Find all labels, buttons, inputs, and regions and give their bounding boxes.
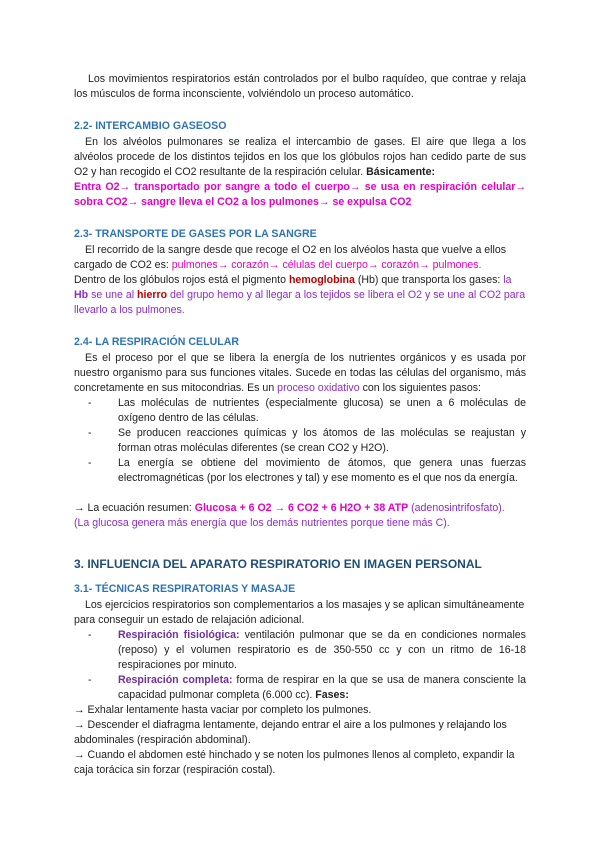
equation-note: (adenosintrifosfato). bbox=[411, 502, 505, 514]
spacer bbox=[74, 486, 526, 501]
hemoglobin-term: hemoglobina bbox=[288, 274, 355, 286]
section-3-heading: 3. INFLUENCIA DEL APARATO RESPIRATORIO EN IMAGEN PERSONAL bbox=[74, 557, 482, 571]
section-3-1-heading: 3.1- TÉCNICAS RESPIRATORIAS Y MASAJE bbox=[74, 583, 296, 595]
iron-text-a: se une al bbox=[91, 289, 135, 301]
section-2-4-paragraph bbox=[74, 351, 526, 396]
list-item bbox=[88, 673, 526, 703]
dash-marker: - bbox=[88, 427, 92, 439]
section-2-4-text-b: con los siguientes pasos: bbox=[362, 382, 481, 394]
section-2-2-heading: 2.2- INTERCAMBIO GASEOSO bbox=[74, 120, 227, 132]
section-2-3-text: El recorrido de la sangre desde que recoge el O2 en los alvéolos hasta que vuelve a ellos cargado de CO2 es: bbox=[74, 244, 507, 271]
physiological-label: Respiración fisiológica: bbox=[118, 629, 240, 641]
equation-prefix: → La ecuación resumen: bbox=[74, 502, 192, 514]
la-word: la bbox=[503, 274, 512, 286]
physiological-text: ventilación pulmonar que se da en condiciones normales (reposo) y el volumen respiratorio es de 350-550 cc y con un ritmo de 16-18 respiraciones por minuto. bbox=[118, 629, 526, 671]
dash-marker: - bbox=[88, 674, 92, 686]
step-text: Se producen reacciones químicas y los átomos de las moléculas se reajustan y forman otras moléculas diferentes (se crean CO2 y H2O). bbox=[118, 427, 526, 454]
list-item bbox=[88, 628, 526, 673]
step-text: Las moléculas de nutrientes (especialmente glucosa) se unen a 6 moléculas de oxígeno dentro de las células. bbox=[118, 397, 526, 424]
respiration-steps-list bbox=[74, 396, 526, 486]
equation-explanation: (La glucosa genera más energía que los demás nutrientes porque tiene más C). bbox=[74, 517, 450, 529]
dash-marker: - bbox=[88, 397, 92, 409]
phases-label: Fases: bbox=[315, 689, 349, 701]
equation-line bbox=[74, 501, 526, 516]
section-3-1-paragraph: Los ejercicios respiratorios son complementarios a los masajes y se aplican simultáneamente para conseguir un estado de relajación adicional. bbox=[74, 599, 525, 626]
phase-line: → Cuando el abdomen esté hinchado y se noten los pulmones llenos al completo, expandir la caja torácica sin forzar (respiración costal). bbox=[74, 749, 515, 776]
dash-marker: - bbox=[88, 629, 92, 641]
breathing-types-list bbox=[74, 628, 526, 703]
list-item bbox=[88, 456, 526, 486]
page-content bbox=[74, 72, 526, 778]
dash-marker: - bbox=[88, 457, 92, 469]
complete-text: forma de respirar en la que se usa de manera consciente la capacidad pulmonar completa (6.000 cc). bbox=[118, 674, 526, 701]
iron-term: hierro bbox=[137, 289, 168, 301]
section-2-3-paragraph bbox=[74, 243, 526, 273]
blood-route: pulmones→ corazón→ células del cuerpo→ corazón→ pulmones. bbox=[171, 259, 482, 271]
phase-line: → Descender el diafragma lentamente, dejando entrar el aire a los pulmones y relajando los abdominales (respiración abdominal). bbox=[74, 719, 507, 746]
hb-term: Hb bbox=[74, 289, 89, 301]
section-2-4-heading: 2.4- LA RESPIRACIÓN CELULAR bbox=[74, 336, 239, 348]
intro-paragraph: Los movimientos respiratorios están controlados por el bulbo raquídeo, que contrae y relaja los músculos de forma inconsciente, volviéndolo un proceso automático. bbox=[74, 73, 526, 100]
hemoglobin-text-a: Dentro de los glóbulos rojos está el pigmento bbox=[74, 274, 286, 286]
section-2-3-heading: 2.3- TRANSPORTE DE GASES POR LA SANGRE bbox=[74, 228, 317, 240]
oxidative-process: proceso oxidativo bbox=[277, 382, 360, 394]
list-item bbox=[88, 396, 526, 426]
list-item bbox=[88, 426, 526, 456]
hemoglobin-paragraph bbox=[74, 273, 526, 318]
section-2-2-paragraph bbox=[74, 135, 526, 180]
hemoglobin-text-b: (Hb) que transporta los gases: bbox=[357, 274, 501, 286]
iron-text-b: del grupo hemo y al llegar a los tejidos se libera el O2 y se une al CO2 para llevarlo a los pulmones. bbox=[74, 289, 526, 316]
complete-label: Respiración completa: bbox=[118, 674, 233, 686]
section-2-4-text-a: Es el proceso por el que se libera la energía de los nutrientes orgánicos y es usada por nuestro organismo para sus funciones vitales. Sucede en todas las células del organismo, más concretamente en sus mitocondrias. Es un bbox=[74, 352, 526, 394]
phase-line: → Exhalar lentamente hasta vaciar por completo los pulmones. bbox=[74, 704, 372, 716]
gas-exchange-summary: Entra O2→ transportado por sangre a todo el cuerpo→ se usa en respiración celular→ sobra CO2→ sangre lleva el CO2 a los pulmones→ se expulsa CO2 bbox=[74, 181, 526, 208]
section-2-2-text: En los alvéolos pulmonares se realiza el intercambio de gases. El aire que llega a los alvéolos procede de los distintos tejidos en los que los glóbulos rojos han cedido parte de sus O2 y han recogido el CO2 resultante de la respiración celular. bbox=[74, 136, 526, 178]
basic-label: Básicamente: bbox=[366, 166, 435, 178]
equation: Glucosa + 6 O2 → 6 CO2 + 6 H2O + 38 ATP bbox=[194, 502, 409, 514]
step-text: La energía se obtiene del movimiento de átomos, que genera unas fuerzas electromagnéticas (por los electrones y tal) y ese momento es el que nos da energía. bbox=[118, 457, 526, 484]
